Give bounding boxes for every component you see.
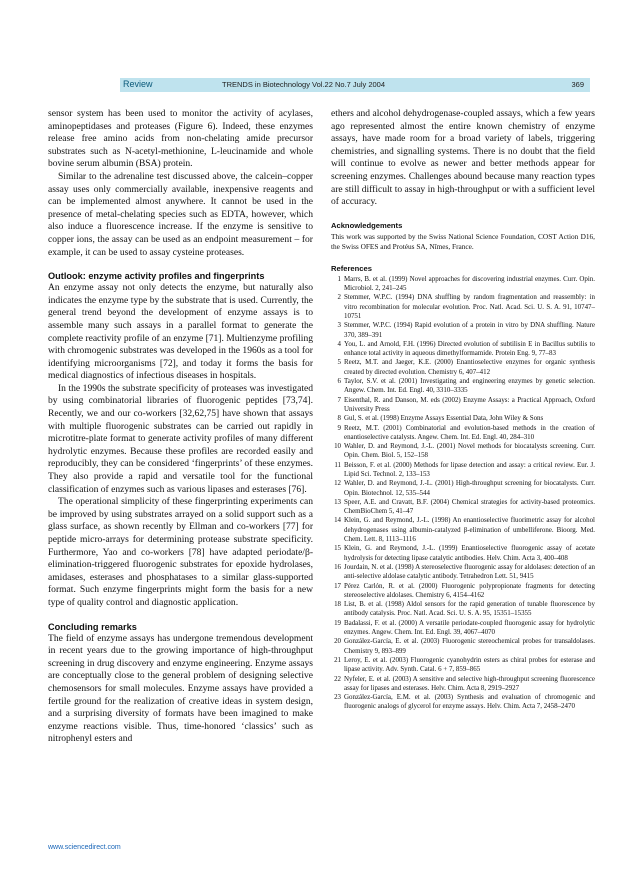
reference-number: 13 <box>334 497 341 506</box>
reference-number: 2 <box>337 293 341 302</box>
reference-text: Taylor, S.V. et al. (2001) Investigating and engineering enzymes by genetic selection. Angew. Chem. Int. Ed. Engl. 40, 3310–3335 <box>344 377 595 395</box>
reference-text: Jourdain, N. et al. (1998) A stereoselective fluorogenic assay for aldolases: detection of an anti-selective aldolase catalytic antibody. Tetrahedron Lett. 51, 9415 <box>344 562 595 581</box>
reference-item <box>331 563 595 582</box>
body-paragraph: In the 1990s the substrate specificity of proteases was investigated by using combinatorial libraries of fluorogenic peptides [73,74]. Recently, we and our co-workers [32,62,75] have shown that assays with multiple fluorogenic substrates can be carried out rapidly in microtitre-plate format to generate activity profiles of many different hydrolytic enzymes. Because these profiles are recorded easily and reproducibly, they can be considered ‘fingerprints’ of these enzymes. They also provide a rapid and versatile tool for the functional classification of enzymes such as various lipases and esterases [76]. <box>48 382 313 495</box>
reference-item <box>331 498 595 517</box>
reference-number: 6 <box>337 377 341 386</box>
reference-number: 16 <box>334 562 341 571</box>
reference-number: 21 <box>334 655 341 664</box>
reference-text: Eisenthal, R. and Danson, M. eds (2002) Enzyme Assays: a Practical Approach, Oxford University Press <box>344 395 595 413</box>
reference-text: Klein, G. and Reymond, J.-L. (1999) Enantioselective fluorogenic assay of acetate hydrolysis for detecting lipase catalytic antibodies. Helv. Chim. Acta 3, 400–408 <box>344 544 595 562</box>
reference-list <box>331 275 595 712</box>
reference-number: 11 <box>334 460 341 469</box>
reference-number: 19 <box>334 618 341 627</box>
reference-number: 12 <box>334 479 341 488</box>
reference-text: Wahler, D. and Reymond, J.-L. (2001) High-throughput screening for biocatalysts. Curr. Opin. Biotechnol. 12, 535–544 <box>344 479 595 497</box>
page-number: 369 <box>571 80 584 89</box>
reference-item <box>331 544 595 563</box>
reference-item <box>331 358 595 377</box>
reference-number: 23 <box>334 693 341 702</box>
reference-item <box>331 619 595 638</box>
reference-item <box>331 656 595 675</box>
left-column <box>48 108 313 746</box>
reference-item <box>331 321 595 340</box>
section-heading-outlook: Outlook: enzyme activity profiles and fingerprints <box>48 271 265 282</box>
acknowledgements-text: This work was supported by the Swiss National Science Foundation, COST Action D16, the Swiss OFES and Protéus SA, Nîmes, France. <box>331 231 595 251</box>
reference-item <box>331 377 595 396</box>
footer-url[interactable]: www.sciencedirect.com <box>48 844 121 851</box>
reference-number: 7 <box>337 395 341 404</box>
reference-number: 15 <box>334 544 341 553</box>
reference-text: Badalassi, F. et al. (2000) A versatile periodate-coupled fluorogenic assay for hydrolytic enzymes. Angew. Chem. Int. Ed. Engl. 39, 4067–4070 <box>344 618 595 637</box>
reference-item <box>331 675 595 694</box>
section-heading-concluding: Concluding remarks <box>48 621 137 632</box>
reference-text: You, L. and Arnold, F.H. (1996) Directed evolution of subtilisin E in Bacillus subtilis to enhance total activity in aqueous dimethylformamide. Protein Eng. 9, 77–83 <box>344 339 595 358</box>
reference-number: 1 <box>337 274 341 283</box>
body-paragraph: Similar to the adrenaline test discussed above, the calcein–copper assay uses only commercially available, inexpensive reagents and can be implemented almost anywhere. It cannot be used in the presence of metal-chelating species such as EDTA, however, which also induce a fluorescence increase. If the enzyme is sensitive to copper ions, the assay can be used as an endpoint measurement – for example, it can be used to assay cysteine proteases. <box>48 170 313 258</box>
reference-number: 10 <box>334 442 341 451</box>
reference-item <box>331 516 595 544</box>
reference-text: Wahler, D. and Reymond, J.-L. (2001) Novel methods for biocatalysts screening. Curr. Opin. Chem. Biol. 5, 152–158 <box>344 442 595 460</box>
reference-text: Stemmer, W.P.C. (1994) Rapid evolution of a protein in vitro by DNA shuffling. Nature 370, 389–391 <box>344 321 595 339</box>
reference-item <box>331 424 595 443</box>
references-heading: References <box>331 263 372 273</box>
reference-text: Nyfeler, E. et al. (2003) A sensitive and selective high-throughput screening fluorescence assay for lipases and esterases. Helv. Chim. Acta 8, 2919–2927 <box>344 674 595 692</box>
reference-text: Speer, A.E. and Cravatt, B.F. (2004) Chemical strategies for activity-based proteomics. ChemBioChem 5, 41–47 <box>344 497 595 516</box>
body-paragraph: The operational simplicity of these fingerprinting experiments can be improved by using substrates arrayed on a solid support such as a glass surface, as shown recently by Ellman and co-workers [77] for peptide micro-arrays for determining protease substrate specificity. Furthermore, Yao and co-workers [78] have adapted periodate/β-elimination-triggered fluorogenic substrates for epoxide hydrolases, amidases, esterases and phosphatases to a similar glass-supported format. Such enzyme fingerprints might form the basis for a new type of quality control and diagnostic application. <box>48 496 313 608</box>
reference-number: 17 <box>334 581 341 590</box>
reference-item <box>331 479 595 498</box>
reference-number: 4 <box>337 339 341 348</box>
journal-info: TRENDS in Biotechnology Vol.22 No.7 July 2004 <box>222 80 386 89</box>
reference-item <box>331 600 595 619</box>
reference-text: Gul, S. et al. (1998) Enzyme Assays Essential Data, John Wiley & Sons <box>344 414 544 423</box>
reference-number: 8 <box>337 414 341 423</box>
section-label: Review <box>123 79 153 89</box>
reference-text: Stemmer, W.P.C. (1994) DNA shuffling by random fragmentation and reassembly: in vitro recombination for molecular evolution. Proc. Natl. Acad. Sci. U. S. A. 91, 10747–10751 <box>344 293 595 320</box>
reference-item <box>331 637 595 656</box>
body-paragraph: An enzyme assay not only detects the enzyme, but naturally also indicates the enzyme type by the substrate that is used. Currently, the general trend beyond the development of enzyme assays is to assemble many such assays in a parallel format to generate the complete reactivity profile of an enzyme [71]. Multienzyme profiling with chromogenic substrates was developed in the 1960s as a tool for identifying microorganisms [72], and today it forms the basis for medical diagnostics of infectious diseases in hospitals. <box>48 282 313 382</box>
body-paragraph: ethers and alcohol dehydrogenase-coupled assays, which a few years ago represented almost the entire known chemistry of enzyme assays, have made room for a broad variety of labels, triggering chemistries, and signalling systems. There is no doubt that the field will continue to evolve as newer and better methods appear for screening enzymes. Challenges abound because many reaction types are still difficult to assay in high-throughput or with a sufficient level of accuracy. <box>331 108 595 208</box>
reference-text: González-García, E.M. et al. (2003) Synthesis and evaluation of chromogenic and fluorogenic analogs of glycerol for enzyme assays. Helv. Chim. Acta 7, 2458–2470 <box>344 693 595 711</box>
reference-item <box>331 414 595 423</box>
acknowledgements-heading: Acknowledgements <box>331 220 403 230</box>
reference-item <box>331 275 595 294</box>
reference-item <box>331 442 595 461</box>
reference-number: 9 <box>337 423 341 432</box>
reference-text: List, B. et al. (1998) Aldol sensors for the rapid generation of tunable fluorescence by antibody catalysis. Proc. Natl. Acad. Sci. U. S. A. 95, 15351–15355 <box>344 600 595 618</box>
reference-item <box>331 396 595 415</box>
body-paragraph: The field of enzyme assays has undergone tremendous development in recent years due to the growing importance of high-throughput screening in drug discovery and enzyme engineering. Enzyme assays are conceptually close to the general problem of designing selective chemosensors for small molecules. Enzyme assays have provided a fertile ground for the realization of creative ideas in system design, and a surprising diversity of formats have been imagined to make enzyme reactions visible. Thus, time-honored ‘classics’ such as nitrophenyl esters and <box>48 632 313 745</box>
reference-item <box>331 582 595 601</box>
right-column <box>331 108 595 712</box>
reference-item <box>331 693 595 712</box>
running-header <box>120 78 590 92</box>
reference-number: 14 <box>334 516 341 525</box>
reference-text: Reetz, M.T. (2001) Combinatorial and evolution-based methods in the creation of enantioselective catalysts. Angew. Chem. Int. Ed. Engl. 40, 284–310 <box>344 423 595 441</box>
reference-text: Beisson, F. et al. (2000) Methods for lipase detection and assay: a critical review. Eur. J. Lipid Sci. Technol. 2, 133–153 <box>344 460 595 478</box>
reference-text: Marrs, B. et al. (1999) Novel approaches for discovering industrial enzymes. Curr. Opin. Microbiol. 2, 241–245 <box>344 274 595 293</box>
reference-text: Leroy, E. et al. (2003) Fluorogenic cyanohydrin esters as chiral probes for esterase and lipase activity. Adv. Synth. Catal. 6 + 7, 859–865 <box>344 655 595 674</box>
reference-number: 18 <box>334 600 341 609</box>
body-paragraph: sensor system has been used to monitor the activity of acylases, aminopeptidases and proteases (Figure 6). Indeed, these enzymes release free amino acids from non-chelating amide precursor substrates such as N-acetyl-methionine, L-leucinamide and whole bovine serum albumin (BSA) protein. <box>48 108 313 170</box>
reference-number: 20 <box>334 637 341 646</box>
reference-text: González-García, E. et al. (2003) Fluorogenic stereochemical probes for transaldolases. Chemistry 9, 893–899 <box>344 637 595 655</box>
reference-number: 3 <box>337 321 341 330</box>
reference-number: 22 <box>334 674 341 683</box>
reference-item <box>331 340 595 359</box>
reference-item <box>331 293 595 321</box>
reference-text: Reetz, M.T. and Jaeger, K.E. (2000) Enantioselective enzymes for organic synthesis created by directed evolution. Chemistry 6, 407–412 <box>344 358 595 376</box>
reference-item <box>331 461 595 480</box>
reference-number: 5 <box>337 358 341 367</box>
reference-text: Klein, G. and Reymond, J.-L. (1998) An enantioselective fluorimetric assay for alcohol dehydrogenases using albumin-catalyzed β-elimination of umbelliferone. Bioorg. Med. Chem. Lett. 8, 1113–1116 <box>344 516 595 544</box>
reference-text: Pérez Carlón, R. et al. (2000) Fluorogenic polypropionate fragments for detecting stereoselective aldolases. Chemistry 6, 4154–4162 <box>344 581 595 599</box>
